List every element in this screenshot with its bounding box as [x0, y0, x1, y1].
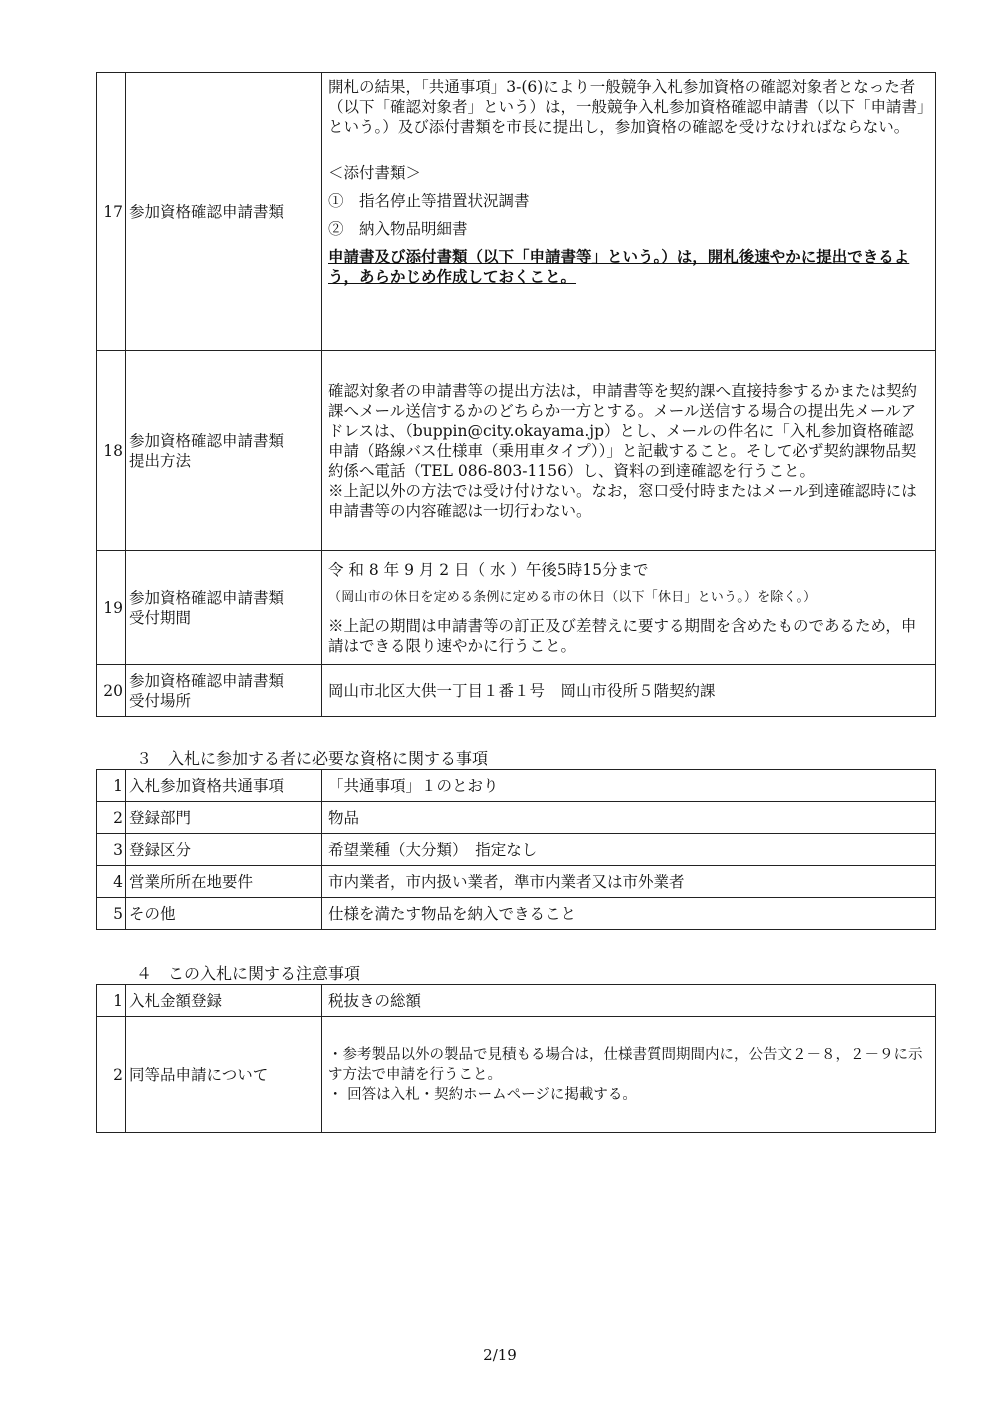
- item-label: 参加資格確認申請書類: [126, 73, 322, 351]
- item-content: [322, 551, 936, 665]
- row-number: 17: [97, 73, 126, 351]
- table-row: [97, 866, 936, 898]
- row-number: 1: [97, 985, 126, 1017]
- item-label: [126, 551, 322, 665]
- item-content: 市内業者，市内扱い業者，準市内業者又は市外業者: [322, 866, 936, 898]
- table-row: [97, 770, 936, 802]
- item-label: [126, 665, 322, 717]
- row-number: 1: [97, 770, 126, 802]
- attachment-item: ① 指名停止等措置状況調書: [328, 192, 530, 210]
- qualification-table: [96, 769, 936, 930]
- deadline-text: 令 和 8 年 9 月 2 日（ 水 ）午後5時15分まで: [328, 560, 649, 579]
- period-note: ※上記の期間は申請書等の訂正及び差替えに要する期間を含めたものであるため，申請はできる限り速やかに行うこと。: [328, 616, 917, 655]
- submission-note: ※上記以外の方法では受け付けない。なお，窓口受付時またはメール到達確認時には申請書等の内容確認は一切行わない。: [328, 481, 917, 520]
- notes-table: [96, 984, 936, 1133]
- page-number: 2/19: [483, 1346, 517, 1364]
- item-content: 税抜きの総額: [322, 985, 936, 1017]
- row-number: 19: [97, 551, 126, 665]
- section-heading: ４ この入札に関する注意事項: [136, 964, 361, 983]
- emphasis-note: 申請書及び添付書類（以下「申請書等」という。）は，開札後速やかに提出できるよう，あらかじめ作成しておくこと。: [328, 247, 910, 286]
- row-number: 3: [97, 834, 126, 866]
- item-label-line: 参加資格確認申請書類: [129, 431, 285, 450]
- item-label: その他: [126, 898, 322, 930]
- row-number: 2: [97, 1017, 126, 1133]
- row-number: 2: [97, 802, 126, 834]
- table-row: [97, 665, 936, 717]
- attachment-item: ② 納入物品明細書: [328, 220, 468, 238]
- equivalent-note: ・ 回答は入札・契約ホームページに掲載する。: [328, 1086, 637, 1103]
- table-row: [97, 73, 936, 351]
- item-content: 仕様を満たす物品を納入できること: [322, 898, 936, 930]
- table-row: [97, 985, 936, 1017]
- item-label: [126, 351, 322, 551]
- item-label-line: 受付期間: [129, 608, 192, 627]
- row-number: 20: [97, 665, 126, 717]
- holiday-note: （岡山市の休日を定める条例に定める市の休日（以下「休日」という。）を除く。）: [328, 589, 817, 605]
- item-label: 登録区分: [126, 834, 322, 866]
- item-label: 登録部門: [126, 802, 322, 834]
- requirements-table: [96, 72, 936, 717]
- table-row: [97, 898, 936, 930]
- table-row: [97, 1017, 936, 1133]
- intro-text: 開札の結果，「共通事項」3-(6)により一般競争入札参加資格の確認対象者となった者（以下「確認対象者」という）は，一般競争入札参加資格確認申請書（以下「申請書」という。）及び添付書類を市長に提出し，参加資格の確認を受けなければならない。: [328, 78, 925, 136]
- table-row: [97, 351, 936, 551]
- section-heading: ３ 入札に参加する者に必要な資格に関する事項: [136, 749, 489, 768]
- item-label: 入札金額登録: [126, 985, 322, 1017]
- table-row: [97, 802, 936, 834]
- item-label: 同等品申請について: [126, 1017, 322, 1133]
- item-content: [322, 73, 936, 351]
- item-content: [322, 351, 936, 551]
- item-content: 岡山市北区大供一丁目１番１号 岡山市役所５階契約課: [322, 665, 936, 717]
- item-label-line: 参加資格確認申請書類: [129, 588, 285, 607]
- item-label-line: 受付場所: [129, 691, 192, 710]
- row-number: 4: [97, 866, 126, 898]
- item-content: 希望業種（大分類） 指定なし: [322, 834, 936, 866]
- row-number: 18: [97, 351, 126, 551]
- item-label-line: 参加資格確認申請書類: [129, 671, 285, 690]
- attachment-heading: ＜添付書類＞: [328, 164, 422, 182]
- item-content: [322, 1017, 936, 1133]
- table-row: [97, 551, 936, 665]
- row-number: 5: [97, 898, 126, 930]
- submission-method-text: 確認対象者の申請書等の提出方法は，申請書等を契約課へ直接持参するかまたは契約課へメール送信するかのどちらか一方とする。メール送信する場合の提出先メールアドレスは、（buppin@city.okayama.jp）とし、メールの件名に「入札参加資格確認申請（路線バス仕様車（乗用車タイプ））」と記載すること。そして必ず契約課物品契約係へ電話（TEL 086-803-1156）し、資料の到達確認を行うこと。: [328, 381, 918, 480]
- item-content: 「共通事項」１のとおり: [322, 770, 936, 802]
- item-label: 入札参加資格共通事項: [126, 770, 322, 802]
- table-row: [97, 834, 936, 866]
- item-label: 営業所所在地要件: [126, 866, 322, 898]
- item-content: 物品: [322, 802, 936, 834]
- item-label-line: 提出方法: [129, 451, 192, 470]
- equivalent-note: ・参考製品以外の製品で見積もる場合は，仕様書質問期間内に，公告文２－８，２－９に示す方法で申請を行うこと。: [328, 1046, 923, 1083]
